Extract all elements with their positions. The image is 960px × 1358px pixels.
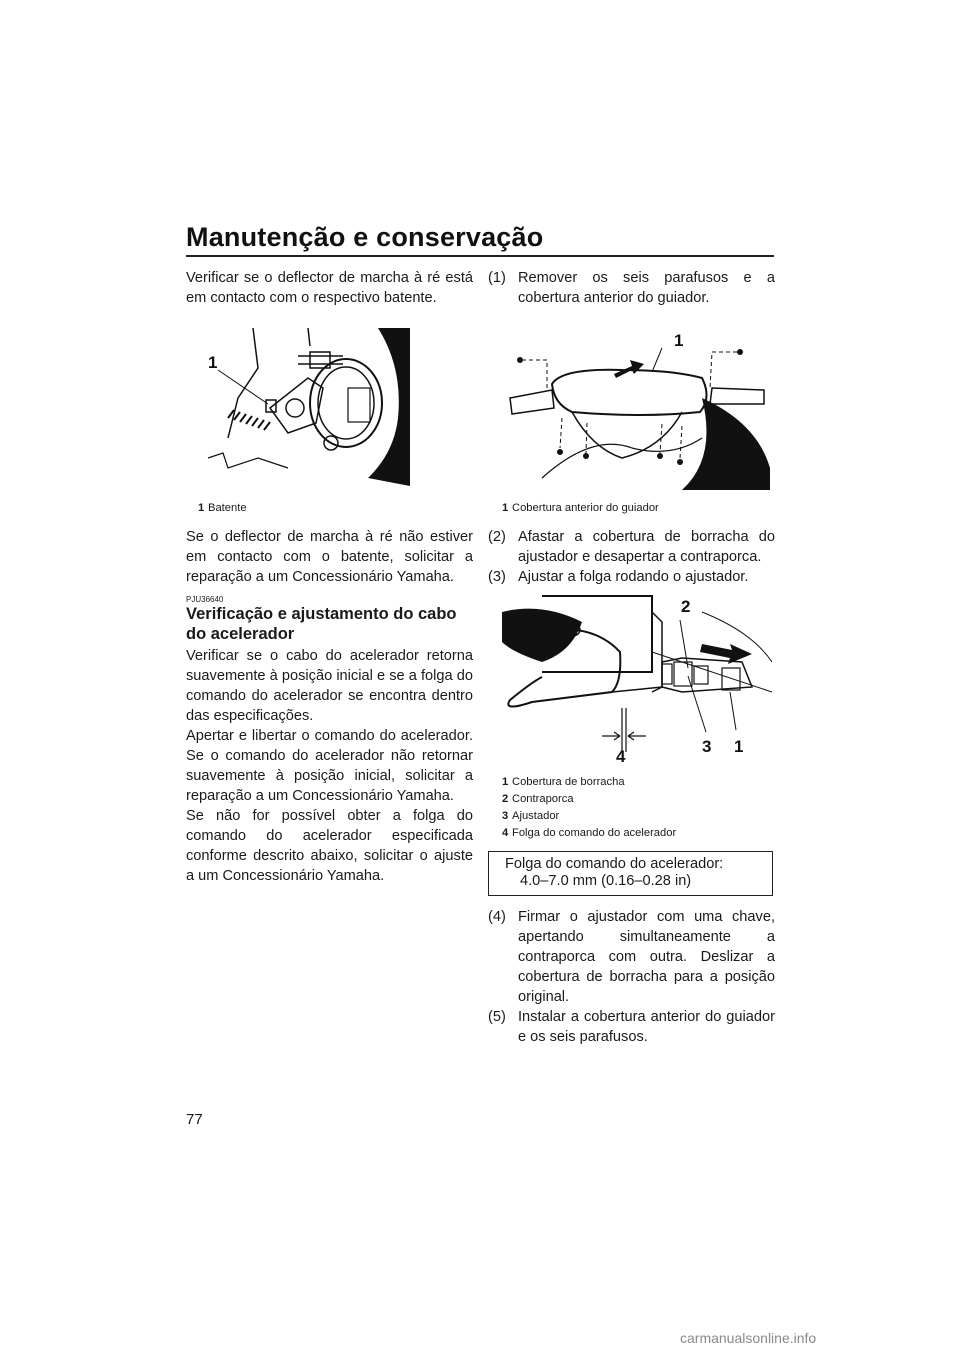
after-figure-paragraph: Se o deflector de marcha à ré não estiver em contacto com o batente, solicitar a reparação a um Concessionário Yamaha. (186, 529, 473, 585)
figure-caption-batente: 1 Batente (198, 502, 247, 514)
callout-1: 1 (734, 737, 744, 756)
left-intro (186, 268, 473, 308)
spec-box (488, 851, 773, 896)
left-body (186, 527, 473, 886)
caption-item: 4 Folga do comando do acelerador (502, 827, 677, 839)
figure-batente (198, 328, 410, 486)
body-paragraph-1: Verificar se o cabo do acelerador retorna suavemente à posição inicial e se a folga do comando do acelerador se encontra dentro das especificações. (186, 648, 473, 724)
intro-paragraph: Verificar se o deflector de marcha à ré está em contacto com o respectivo batente. (186, 270, 473, 306)
right-step-1 (488, 268, 775, 308)
spec-label: Folga do comando do acelerador: (505, 856, 724, 872)
section-heading: Verificação e ajustamento do cabo do acelerador (186, 605, 457, 643)
page-title: Manutenção e conservação (186, 222, 544, 252)
section-code: PJU36640 (186, 595, 224, 604)
figure-callout-1: 1 (674, 331, 684, 350)
callout-3: 3 (702, 737, 712, 756)
watermark: carmanualsonline.info (680, 1330, 817, 1346)
figure-captions-throttle (502, 774, 676, 842)
right-steps-2-3 (488, 527, 775, 587)
step-item: (1) Remover os seis parafusos e a cobertura anterior do guiador. (488, 270, 775, 306)
caption-item: 3 Ajustador (502, 810, 560, 822)
caption-item: 2 Contraporca (502, 793, 574, 805)
step-item: (3) Ajustar a folga rodando o ajustador. (488, 569, 749, 585)
step-item: (5) Instalar a cobertura anterior do guiador e os seis parafusos. (488, 1009, 775, 1045)
callout-4: 4 (616, 747, 626, 766)
figure-caption-handlebar: 1 Cobertura anterior do guiador (502, 502, 659, 514)
right-steps-4-5 (488, 907, 775, 1047)
spec-value: 4.0–7.0 mm (0.16–0.28 in) (520, 873, 692, 889)
caption-item: 1 Cobertura de borracha (502, 776, 625, 788)
throttle-lever-illustration (502, 592, 772, 770)
body-paragraph-3: Se não for possível obter a folga do comando do acelerador especificada conforme descrito abaixo, solicitar o ajuste a um Concessionário Yamaha. (186, 808, 473, 884)
jet-nozzle-illustration (198, 328, 410, 486)
figure-callout-1: 1 (208, 353, 218, 372)
title-divider (186, 255, 774, 257)
step-item: (4) Firmar o ajustador com uma chave, apertando simultaneamente a contraporca com outra. Deslizar a cobertura de borracha para a posição original. (488, 909, 775, 1005)
body-paragraph-2: Apertar e libertar o comando do acelerador. Se o comando do acelerador não retornar suavemente à posição inicial, solicitar a reparação a um Concessionário Yamaha. (186, 728, 473, 804)
figure-handlebar-cover (502, 328, 772, 490)
step-item: (2) Afastar a cobertura de borracha do ajustador e desapertar a contraporca. (488, 529, 775, 565)
callout-2: 2 (681, 597, 691, 616)
figure-throttle-adjust (502, 592, 772, 770)
page-number: 77 (186, 1111, 203, 1128)
handlebar-illustration (502, 328, 772, 490)
